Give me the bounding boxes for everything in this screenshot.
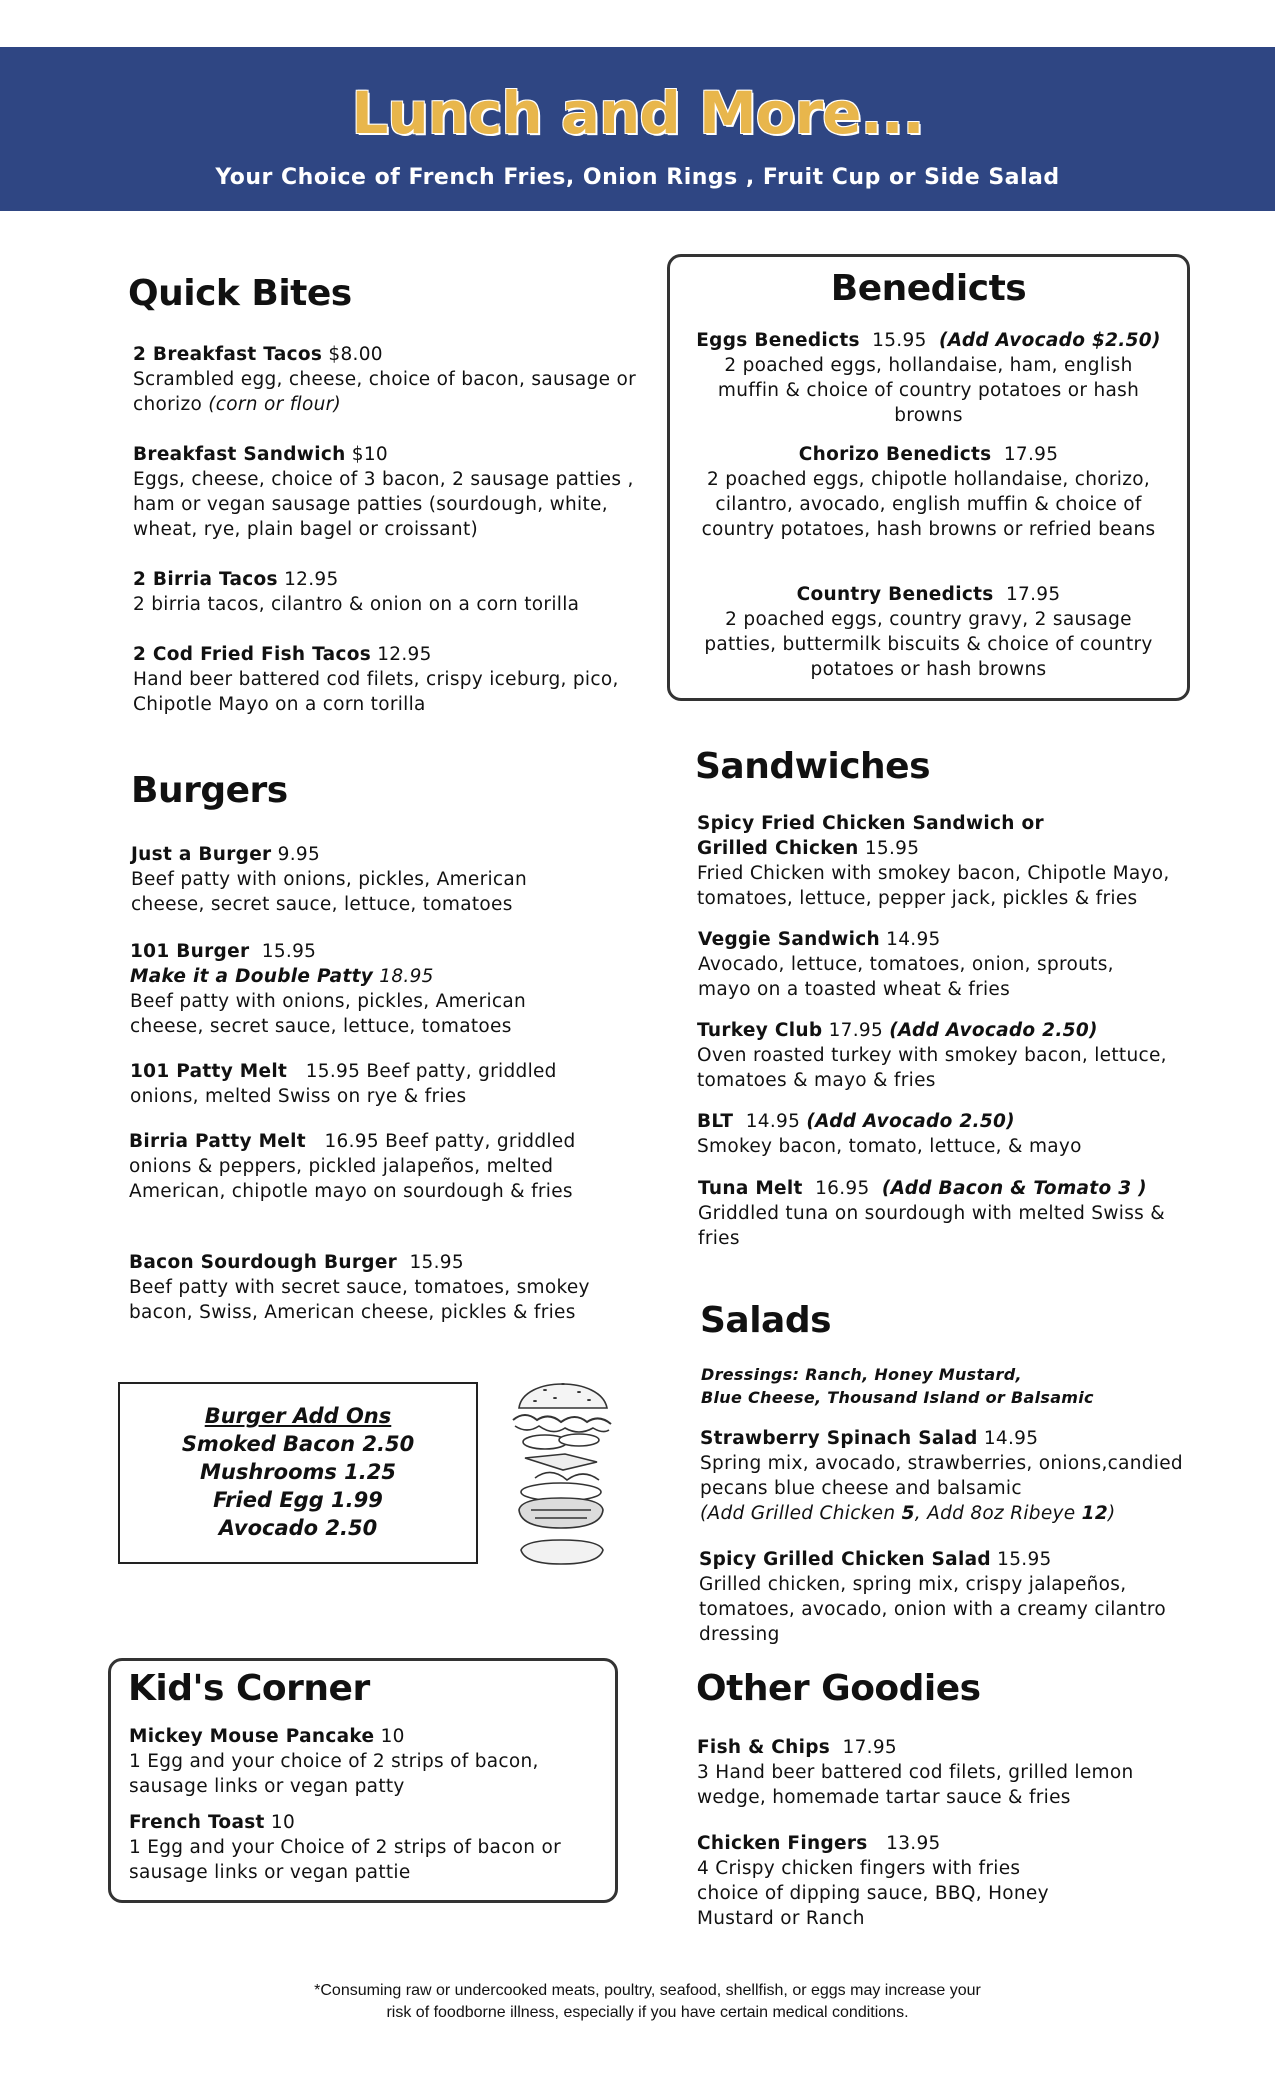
menu-item: Chorizo Benedicts 17.95 2 poached eggs, chipotle hollandaise, chorizo, cilantro, avocado, english muffin & choice of country potatoes, hash browns or refried beans xyxy=(701,444,1156,540)
menu-item: Tuna Melt 16.95 (Add Bacon & Tomato 3 ) Griddled tuna on sourdough with melted Swiss & fries xyxy=(698,1178,1165,1249)
food-safety-disclaimer: *Consuming raw or undercooked meats, poultry, seafood, shellfish, or eggs may increase your risk of foodborne illness, especially if you have certain medical conditions. xyxy=(314,1982,981,2021)
exploded-burger-icon xyxy=(505,1370,620,1575)
section-title-kids-corner: Kid's Corner xyxy=(128,1668,370,1709)
menu-item: Eggs Benedicts 15.95 (Add Avocado $2.50) 2 poached eggs, hollandaise, ham, english muffin & choice of country potatoes or hash browns xyxy=(696,330,1161,426)
dressings-note: Dressings: Ranch, Honey Mustard, Blue Cheese, Thousand Island or Balsamic xyxy=(701,1365,1094,1407)
page-title: Lunch and More... xyxy=(351,79,924,147)
section-title-salads: Salads xyxy=(700,1300,832,1341)
menu-item: Breakfast Sandwich $10 Eggs, cheese, choice of 3 bacon, 2 sausage patties , ham or vegan sausage patties (sourdough, white, wheat, rye, plain bagel or croissant) xyxy=(133,444,634,540)
add-on-line: Fried Egg 1.99 xyxy=(213,1488,383,1512)
page-subtitle: Your Choice of French Fries, Onion Rings , Fruit Cup or Side Salad xyxy=(215,165,1060,190)
menu-item: 2 Breakfast Tacos $8.00 Scrambled egg, cheese, choice of bacon, sausage or chorizo (corn or flour) xyxy=(133,344,637,415)
menu-item: Spicy Grilled Chicken Salad 15.95 Grilled chicken, spring mix, crispy jalapeños, tomatoes, avocado, onion with a creamy cilantro dressing xyxy=(699,1549,1166,1645)
menu-item: BLT 14.95 (Add Avocado 2.50) Smokey bacon, tomato, lettuce, & mayo xyxy=(697,1111,1082,1157)
section-title-quick-bites: Quick Bites xyxy=(128,273,352,314)
add-on-line: Mushrooms 1.25 xyxy=(199,1460,396,1484)
section-title-sandwiches: Sandwiches xyxy=(695,746,931,787)
burger-add-ons-box xyxy=(118,1382,478,1564)
menu-item: Just a Burger 9.95 Beef patty with onions, pickles, American cheese, secret sauce, lettuce, tomatoes xyxy=(131,844,528,915)
menu-item: Mickey Mouse Pancake 10 1 Egg and your choice of 2 strips of bacon, sausage links or vegan patty xyxy=(129,1726,539,1797)
menu-item: 101 Burger 15.95 Make it a Double Patty 18.95 Beef patty with onions, pickles, American cheese, secret sauce, lettuce, tomatoes xyxy=(130,941,527,1037)
menu-item: Strawberry Spinach Salad 14.95 Spring mix, avocado, strawberries, onions,candied pecans blue cheese and balsamic (Add Grilled Chicken 5, Add 8oz Ribeye 12) xyxy=(700,1428,1183,1524)
menu-item: Bacon Sourdough Burger 15.95 Beef patty with secret sauce, tomatoes, smokey bacon, Swiss, American cheese, pickles & fries xyxy=(129,1252,590,1323)
section-title-burgers: Burgers xyxy=(131,770,288,811)
header-banner xyxy=(0,47,1275,211)
menu-item: Country Benedicts 17.95 2 poached eggs, country gravy, 2 sausage patties, buttermilk biscuits & choice of country potatoes or hash browns xyxy=(704,584,1153,680)
menu-item: 2 Cod Fried Fish Tacos 12.95 Hand beer battered cod filets, crispy iceburg, pico, Chipotle Mayo on a corn torilla xyxy=(133,644,619,715)
menu-item: Chicken Fingers 13.95 4 Crispy chicken fingers with fries choice of dipping sauce, BBQ, Honey Mustard or Ranch xyxy=(697,1833,1049,1929)
section-title-other-goodies: Other Goodies xyxy=(696,1668,981,1709)
menu-item: 101 Patty Melt 15.95 Beef patty, griddled onions, melted Swiss on rye & fries xyxy=(130,1061,557,1107)
menu-item: Fish & Chips 17.95 3 Hand beer battered cod filets, grilled lemon wedge, homemade tartar sauce & fries xyxy=(697,1737,1134,1808)
add-on-line: Smoked Bacon 2.50 xyxy=(181,1432,415,1456)
menu-item: French Toast 10 1 Egg and your Choice of 2 strips of bacon or sausage links or vegan pattie xyxy=(129,1812,561,1883)
add-on-line: Avocado 2.50 xyxy=(218,1516,378,1540)
add-ons-title: Burger Add Ons xyxy=(204,1404,392,1428)
menu-item: Veggie Sandwich 14.95 Avocado, lettuce, tomatoes, onion, sprouts, mayo on a toasted wheat & fries xyxy=(698,929,1114,1000)
menu-item: 2 Birria Tacos 12.95 2 birria tacos, cilantro & onion on a corn torilla xyxy=(133,569,580,615)
section-title-benedicts: Benedicts xyxy=(830,268,1027,309)
menu-item: Spicy Fried Chicken Sandwich or Grilled Chicken 15.95 Fried Chicken with smokey bacon, Chipotle Mayo, tomatoes, lettuce, pepper jack, pickles & fries xyxy=(697,813,1170,909)
menu-item: Birria Patty Melt 16.95 Beef patty, griddled onions & peppers, pickled jalapeños, melted American, chipotle mayo on sourdough & fries xyxy=(129,1131,576,1202)
menu-item: Turkey Club 17.95 (Add Avocado 2.50) Oven roasted turkey with smokey bacon, lettuce, tomatoes & mayo & fries xyxy=(697,1020,1167,1091)
